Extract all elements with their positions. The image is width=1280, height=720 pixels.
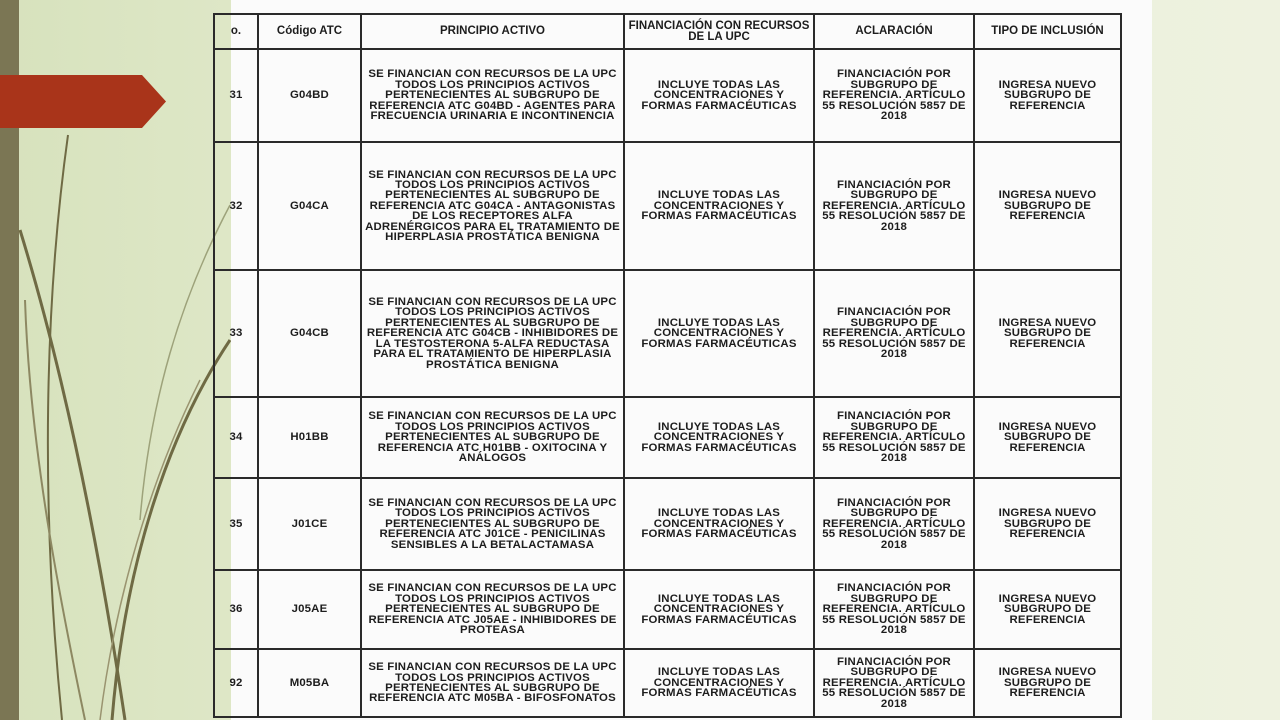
tipo-inclusion: INGRESA NUEVO SUBGRUPO DE REFERENCIA [974, 478, 1121, 570]
financiacion: INCLUYE TODAS LAS CONCENTRACIONES Y FORMAS FARMACÉUTICAS [624, 649, 814, 717]
row-number: 36 [214, 570, 258, 649]
row-number: 35 [214, 478, 258, 570]
header-codigo-atc: Código ATC [258, 14, 361, 49]
tipo-inclusion: INGRESA NUEVO SUBGRUPO DE REFERENCIA [974, 270, 1121, 397]
table-row [214, 570, 1121, 649]
financiacion: INCLUYE TODAS LAS CONCENTRACIONES Y FORMAS FARMACÉUTICAS [624, 397, 814, 478]
atc-code: J01CE [258, 478, 361, 570]
financiacion: INCLUYE TODAS LAS CONCENTRACIONES Y FORMAS FARMACÉUTICAS [624, 570, 814, 649]
tipo-inclusion: INGRESA NUEVO SUBGRUPO DE REFERENCIA [974, 570, 1121, 649]
atc-code: G04CB [258, 270, 361, 397]
aclaracion: FINANCIACIÓN POR SUBGRUPO DE REFERENCIA. ARTÍCULO 55 RESOLUCIÓN 5857 DE 2018 [814, 142, 974, 270]
financiacion: INCLUYE TODAS LAS CONCENTRACIONES Y FORMAS FARMACÉUTICAS [624, 142, 814, 270]
aclaracion: FINANCIACIÓN POR SUBGRUPO DE REFERENCIA. ARTÍCULO 55 RESOLUCIÓN 5857 DE 2018 [814, 270, 974, 397]
table-row [214, 397, 1121, 478]
aclaracion: FINANCIACIÓN POR SUBGRUPO DE REFERENCIA. ARTÍCULO 55 RESOLUCIÓN 5857 DE 2018 [814, 478, 974, 570]
header-aclaracion: ACLARACIÓN [814, 14, 974, 49]
financiacion: INCLUYE TODAS LAS CONCENTRACIONES Y FORMAS FARMACÉUTICAS [624, 270, 814, 397]
tipo-inclusion: INGRESA NUEVO SUBGRUPO DE REFERENCIA [974, 49, 1121, 142]
financiacion: INCLUYE TODAS LAS CONCENTRACIONES Y FORMAS FARMACÉUTICAS [624, 49, 814, 142]
header-financiacion: FINANCIACIÓN CON RECURSOS DE LA UPC [624, 14, 814, 49]
table-row [214, 478, 1121, 570]
atc-code: J05AE [258, 570, 361, 649]
tipo-inclusion: INGRESA NUEVO SUBGRUPO DE REFERENCIA [974, 397, 1121, 478]
aclaracion: FINANCIACIÓN POR SUBGRUPO DE REFERENCIA. ARTÍCULO 55 RESOLUCIÓN 5857 DE 2018 [814, 397, 974, 478]
principio-activo: SE FINANCIAN CON RECURSOS DE LA UPC TODOS LOS PRINCIPIOS ACTIVOS PERTENECIENTES AL SUBGRUPO DE REFERENCIA ATC G04CA - ANTAGONISTAS DE LOS RECEPTORES ALFA ADRENÉRGICOS PARA EL TRATAMIENTO DE HIPERPLASIA PROSTÁTICA BENIGNA [361, 142, 624, 270]
header-tipo-inclusion: TIPO DE INCLUSIÓN [974, 14, 1121, 49]
table-row [214, 649, 1121, 717]
principio-activo: SE FINANCIAN CON RECURSOS DE LA UPC TODOS LOS PRINCIPIOS ACTIVOS PERTENECIENTES AL SUBGRUPO DE REFERENCIA ATC J05AE - INHIBIDORES DE PROTEASA [361, 570, 624, 649]
atc-code: M05BA [258, 649, 361, 717]
scanned-document [231, 0, 1152, 720]
principio-activo: SE FINANCIAN CON RECURSOS DE LA UPC TODOS LOS PRINCIPIOS ACTIVOS PERTENECIENTES AL SUBGRUPO DE REFERENCIA ATC G04BD - AGENTES PARA FRECUENCIA URINARIA E INCONTINENCIA [361, 49, 624, 142]
table-row [214, 270, 1121, 397]
financiacion: INCLUYE TODAS LAS CONCENTRACIONES Y FORMAS FARMACÉUTICAS [624, 478, 814, 570]
atc-table [213, 13, 1122, 718]
table-row [214, 142, 1121, 270]
aclaracion: FINANCIACIÓN POR SUBGRUPO DE REFERENCIA. ARTÍCULO 55 RESOLUCIÓN 5857 DE 2018 [814, 649, 974, 717]
atc-code: G04BD [258, 49, 361, 142]
row-number: 33 [214, 270, 258, 397]
header-row [214, 14, 1121, 49]
tipo-inclusion: INGRESA NUEVO SUBGRUPO DE REFERENCIA [974, 142, 1121, 270]
aclaracion: FINANCIACIÓN POR SUBGRUPO DE REFERENCIA. ARTÍCULO 55 RESOLUCIÓN 5857 DE 2018 [814, 570, 974, 649]
row-number: 31 [214, 49, 258, 142]
table-row [214, 49, 1121, 142]
row-number: 32 [214, 142, 258, 270]
principio-activo: SE FINANCIAN CON RECURSOS DE LA UPC TODOS LOS PRINCIPIOS ACTIVOS PERTENECIENTES AL SUBGRUPO DE REFERENCIA ATC M05BA - BIFOSFONATOS [361, 649, 624, 717]
arrow-tab-decoration [0, 75, 166, 128]
row-number: 34 [214, 397, 258, 478]
principio-activo: SE FINANCIAN CON RECURSOS DE LA UPC TODOS LOS PRINCIPIOS ACTIVOS PERTENECIENTES AL SUBGRUPO DE REFERENCIA ATC H01BB - OXITOCINA Y ANÁLOGOS [361, 397, 624, 478]
row-number: 92 [214, 649, 258, 717]
principio-activo: SE FINANCIAN CON RECURSOS DE LA UPC TODOS LOS PRINCIPIOS ACTIVOS PERTENECIENTES AL SUBGRUPO DE REFERENCIA ATC G04CB - INHIBIDORES DE LA TESTOSTERONA 5-ALFA REDUCTASA PARA EL TRATAMIENTO DE HIPERPLASIA PROSTÁTICA BENIGNA [361, 270, 624, 397]
tipo-inclusion: INGRESA NUEVO SUBGRUPO DE REFERENCIA [974, 649, 1121, 717]
principio-activo: SE FINANCIAN CON RECURSOS DE LA UPC TODOS LOS PRINCIPIOS ACTIVOS PERTENECIENTES AL SUBGRUPO DE REFERENCIA ATC J01CE - PENICILINAS SENSIBLES A LA BETALACTAMASA [361, 478, 624, 570]
header-principio-activo: PRINCIPIO ACTIVO [361, 14, 624, 49]
atc-code: H01BB [258, 397, 361, 478]
aclaracion: FINANCIACIÓN POR SUBGRUPO DE REFERENCIA. ARTÍCULO 55 RESOLUCIÓN 5857 DE 2018 [814, 49, 974, 142]
header-num: o. [214, 14, 258, 49]
atc-code: G04CA [258, 142, 361, 270]
